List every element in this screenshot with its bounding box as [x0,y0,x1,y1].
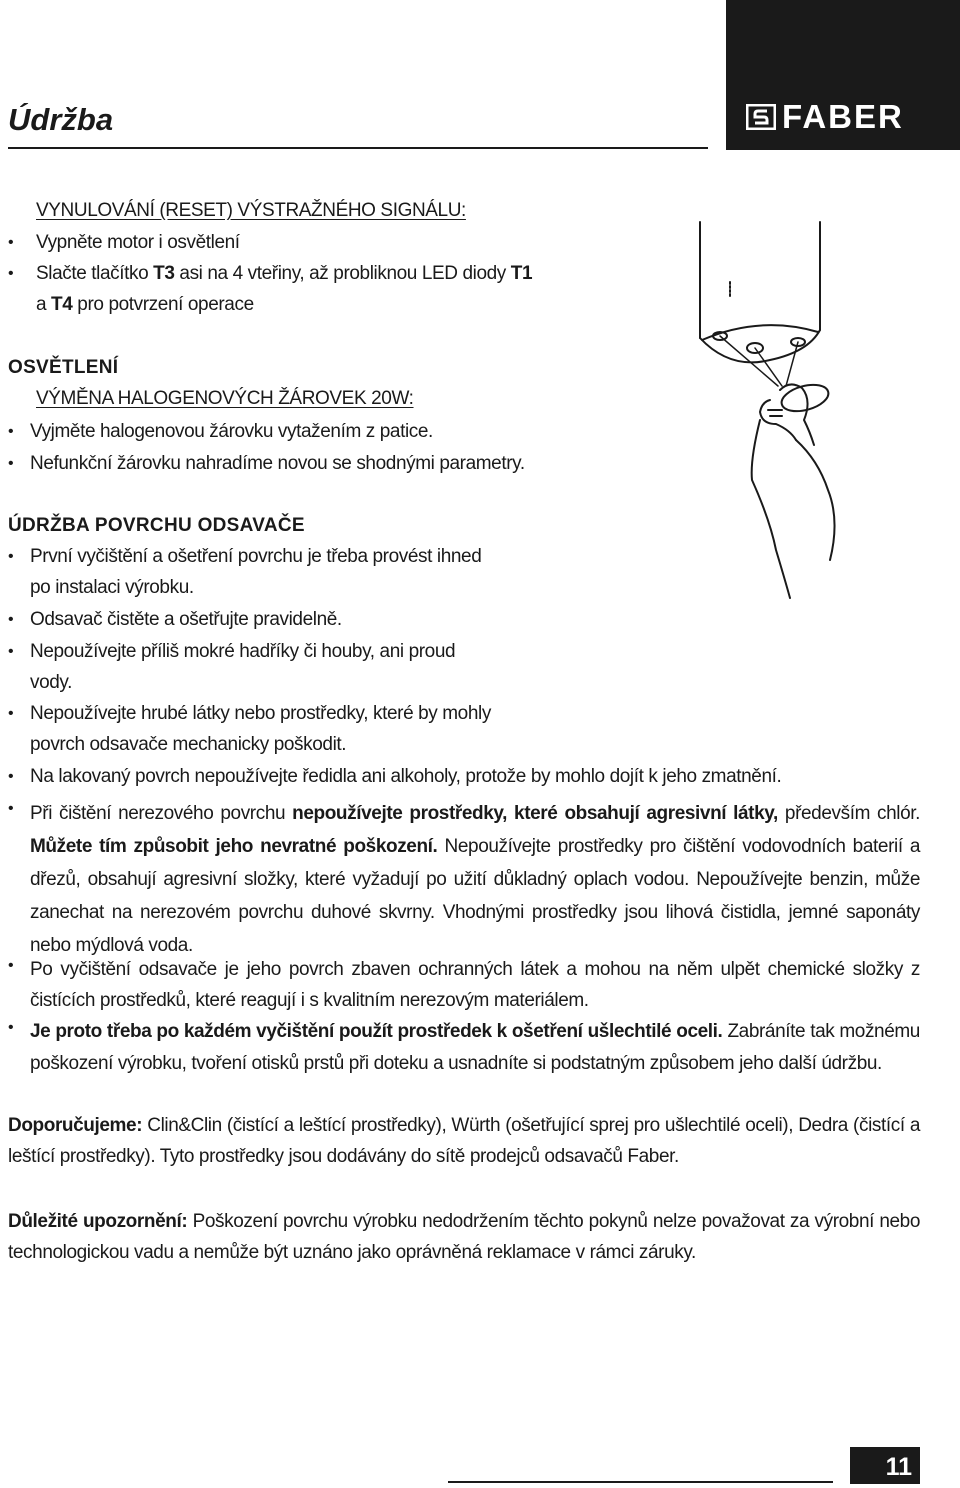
surface-bullet-1: První vyčištění a ošetření povrchu je třeba provést ihned [30,546,482,567]
reset-bullet-2: Slačte tlačítko T3 asi na 4 vteřiny, až probliknou LED diody T1 [36,263,533,284]
lighting-heading: OSVĚTLENÍ [8,357,119,378]
page-title: Údržba [8,102,114,137]
recommendation: Doporučujeme: Clin&Clin (čistící a leštící prostředky), Würth (ošetřující sprej pro ušlechtilé oceli), Dedra (čistící a leštící prostředky). Tyto prostředky jsou dodávány do sítě prodejců odsavačů Faber. [8,1115,920,1167]
bullet: • [8,705,14,722]
reset-heading: VYNULOVÁNÍ (RESET) VÝSTRAŽNÉHO SIGNÁLU: [36,200,466,221]
surface-bullet-6: Při čištění nerezového povrchu nepoužívejte prostředky, které obsahují agresivní látky, především chlór. Můžete tím způsobit jeho nevratné poškození. Nepoužívejte prostředky pro čištění vodovodních baterií a dřezů, obsahují agresivní složky, které vyžadují po užití důkladný oplach vodou. Nepoužívejte benzin, může zanechat na nerezovém povrchu duhové skvrny. Vhodnými prostředky jsou lihová čistidla, jemné saponáty nebo mýdlová voda. [30,803,920,956]
surface-bullet-3: Nepoužívejte příliš mokré hadříky či houby, ani proud [30,641,456,662]
bullet: • [8,611,14,628]
footer-rule [448,1481,833,1483]
bullet: • [8,957,14,974]
surface-bullet-4-cont: povrch odsavače mechanicky poškodit. [30,734,347,755]
bullet: • [8,800,14,817]
surface-bullet-8: Je proto třeba po každém vyčištění použít prostředek k ošetření ušlechtilé oceli. Zabráníte tak možnému poškození výrobku, tvoření otisků prstů při doteku a usnadníte si podstatným způsobem jeho další údržbu. [30,1021,920,1074]
title-rule [8,147,708,149]
reset-bullet-1: Vypněte motor i osvětlení [36,232,240,253]
bullet: • [8,265,14,282]
bullet: • [8,768,14,785]
bullet: • [8,643,14,660]
surface-heading: ÚDRŽBA POVRCHU ODSAVAČE [8,515,305,536]
bullet: • [8,1019,14,1036]
important-notice: Důležité upozornění: Poškození povrchu výrobku nedodržením těchto pokynů nelze považovat za výrobní nebo technologickou vadu a nemůže být uznáno jako oprávněná reklamace v rámci záruky. [8,1211,920,1263]
surface-bullet-1-cont: po instalaci výrobku. [30,577,194,598]
reset-bullet-2-cont: a T4 pro potvrzení operace [36,294,254,315]
bullet: • [8,423,14,440]
faber-mark-icon [746,104,776,130]
surface-bullet-4: Nepoužívejte hrubé látky nebo prostředky, které by mohly [30,703,491,724]
page-number: 11 [850,1447,920,1484]
faber-logo [726,0,960,150]
bullet: • [8,548,14,565]
surface-bullet-5: Na lakovaný povrch nepoužívejte ředidla ani alkoholy, protože by mohlo dojít k jeho zmatnění. [30,766,782,787]
surface-bullet-7: Po vyčištění odsavače je jeho povrch zbaven ochranných látek a mohou na něm ulpět chemické složky z čistících prostředků, které reagují i s kvalitním nerezovým materiálem. [30,959,920,1011]
lighting-subheading: VÝMĚNA HALOGENOVÝCH ŽÁROVEK 20W: [36,388,414,409]
bullet: • [8,234,14,251]
surface-bullet-3-cont: vody. [30,672,73,693]
bullet: • [8,455,14,472]
bulb-replacement-illustration [690,220,850,600]
lighting-bullet-2: Nefunkční žárovku nahradíme novou se shodnými parametry. [30,453,525,474]
logo-text: FABER [782,98,904,135]
lighting-bullet-1: Vyjměte halogenovou žárovku vytažením z patice. [30,421,433,442]
surface-bullet-2: Odsavač čistěte a ošetřujte pravidelně. [30,609,342,630]
